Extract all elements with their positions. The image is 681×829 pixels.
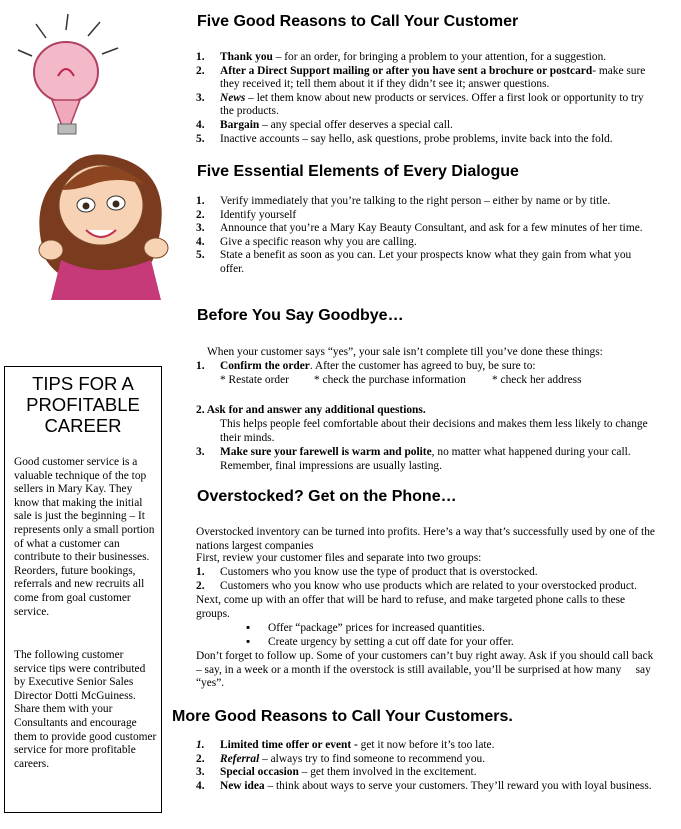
item-number: 2. (196, 208, 205, 221)
item-text: – always try to find someone to recommend you. (259, 752, 486, 765)
item-lead: Referral (220, 752, 260, 765)
item-number: 3. (196, 222, 205, 235)
section5-title: More Good Reasons to Call Your Customers. (172, 708, 513, 725)
section4-p2: First, review your customer files and separate into two groups: (196, 552, 482, 564)
section3-intro: When your customer says “yes”, your sale isn’t complete till you’ve done these things: (207, 346, 603, 358)
item-number: 2 (196, 404, 202, 416)
lightbulb-icon (18, 14, 118, 134)
item-text: , no matter what happened during your call. Remember, final impressions are usually lasting. (220, 446, 631, 472)
item-number: 2. (196, 64, 205, 77)
item-text: Identify yourself (220, 208, 297, 221)
item-text: Give a specific reason why you are calling. (220, 235, 417, 248)
item-text: - make sure they received it; tell them about it if they didn’t see it; answer questions. (220, 64, 646, 91)
item-number: 1. (196, 566, 205, 578)
tips-title-line: PROFITABLE (26, 394, 140, 415)
item-number: 3. (196, 91, 205, 104)
item-lead: Make sure your farewell is warm and polite (220, 446, 432, 458)
list-item (196, 780, 652, 794)
list-item (196, 119, 652, 133)
list-item (196, 209, 652, 223)
woman-illustration (39, 154, 168, 300)
item-lead: After a Direct Support mailing or after you have sent a brochure or postcard (220, 64, 593, 77)
list-item (196, 195, 652, 209)
item-text: State a benefit as soon as you can. Let your prospects know what they gain from what you offer. (220, 249, 632, 275)
list-item (196, 580, 662, 594)
item-text: . After the customer has agreed to buy, be sure to: (309, 360, 536, 372)
lightbulb-woman-illustration (6, 10, 186, 300)
item-text: Announce that you’re a Mary Kay Beauty Consultant, and ask for a few minutes of her time. (220, 222, 643, 235)
section5-list (196, 739, 652, 793)
item-number: 4. (196, 235, 205, 248)
item-lead: Special occasion (220, 766, 299, 779)
item-body (220, 360, 536, 374)
list-item (196, 133, 652, 147)
list-item (196, 566, 662, 580)
item-text: – for an order, for bringing a problem to your attention, for a suggestion. (272, 51, 607, 63)
item-text: get it now before it’s too late. (360, 739, 495, 751)
tips-sidebar (4, 366, 162, 813)
item-lead: Limited time offer or event - (220, 739, 361, 751)
section1-title: Five Good Reasons to Call Your Customer (197, 13, 519, 30)
item-number: 5. (196, 132, 205, 145)
section4-bullet: ▪ (246, 636, 251, 648)
item-number: 1. (196, 360, 205, 372)
item-text: Inactive accounts – say hello, ask questions, probe problems, invite back into the fold. (220, 132, 613, 145)
item-text: – get them involved in the excitement. (298, 766, 477, 779)
section3-item2 (196, 404, 656, 418)
item-body (220, 446, 658, 473)
list-item (196, 249, 652, 276)
item-lead: Thank you (220, 51, 273, 63)
item-number: 2. (196, 752, 205, 765)
item-lead: Bargain (220, 118, 260, 131)
section4-p1: Overstocked inventory can be turned into profits. Here’s a way that’s successfully used by one of the nations largest companies (196, 526, 655, 552)
section2-title: Five Essential Elements of Every Dialogue (197, 163, 519, 180)
tips-title-line: TIPS FOR A (32, 373, 134, 394)
section3-item2-text: This helps people feel comfortable about their decisions and makes them less likely to change their minds. (220, 418, 648, 444)
list-item (196, 65, 652, 92)
item-lead: . Ask for and answer any additional questions. (201, 404, 426, 416)
item-number: 1. (196, 51, 205, 63)
section4-list (196, 566, 662, 593)
section4-bullet: ▪ (246, 622, 251, 634)
tips-paragraph-2: The following customer service tips were contributed by Executive Senior Sales Director Dotti McGuiness. Share them with your Consultants and encourage them to provide good customer service for more profitable careers. (14, 649, 157, 770)
list-item (196, 753, 652, 767)
list-item (196, 92, 652, 119)
section1-list (196, 51, 652, 146)
section4-p4: Don’t forget to follow up. Some of your customers can’t buy right away. Ask if you should call back – say, in a week or a month if the overstock is still available, you’ll be surprised at how many say “yes”. (196, 650, 657, 690)
tips-title-line: CAREER (44, 415, 122, 436)
item-number: 4. (196, 118, 205, 131)
item-text: – let them know about new products or services. Offer a first look or opportunity to try the products. (220, 91, 644, 118)
item-number: 2. (196, 579, 205, 592)
item-text: – think about ways to serve your customers. They’ll reward you with loyal business. (264, 779, 652, 792)
list-item (196, 51, 652, 65)
tips-paragraph-1: Good customer service is a valuable technique of the top sellers in Mary Kay. They know that making the initial sale is just the beginning – It represents only a small portion of what a customer can contribute to their businesses. Reorders, future bookings, referrals and new recruits all come from goal customer service. (14, 456, 155, 618)
section3-item1 (196, 360, 656, 374)
item-number: 1. (196, 195, 205, 207)
list-item (196, 236, 652, 250)
item-lead: Confirm the order (220, 360, 310, 372)
section3-bullet: * check her address (492, 374, 582, 386)
section4-bullet-text: Create urgency by setting a cut off date for your offer. (268, 636, 514, 648)
item-text: Customers who you know who use products which are related to your overstocked product. (220, 579, 637, 592)
list-item (196, 766, 652, 780)
list-item (196, 739, 652, 753)
section3-bullet: * check the purchase information (314, 374, 466, 386)
section3-item3 (196, 446, 658, 473)
item-lead: New idea (220, 779, 265, 792)
item-number: 3. (196, 766, 205, 779)
item-lead: News (220, 91, 246, 104)
list-item (196, 222, 652, 236)
section4-bullet-text: Offer “package” prices for increased quantities. (268, 622, 485, 634)
item-text: – any special offer deserves a special call. (259, 118, 453, 131)
item-text: Verify immediately that you’re talking to the right person – either by name or by title. (220, 195, 611, 207)
tips-title (5, 373, 161, 436)
section4-p3: Next, come up with an offer that will be hard to refuse, and make targeted phone calls to these groups. (196, 594, 626, 620)
item-text: Customers who you know use the type of product that is overstocked. (220, 566, 538, 578)
item-number: 1. (196, 739, 205, 751)
section3-bullet: * Restate order (220, 374, 289, 386)
section2-list (196, 195, 652, 277)
item-number: 5. (196, 249, 205, 262)
item-number: 3. (196, 446, 205, 458)
section4-title: Overstocked? Get on the Phone… (197, 488, 457, 505)
item-number: 4. (196, 779, 205, 792)
section3-title: Before You Say Goodbye… (197, 307, 404, 324)
